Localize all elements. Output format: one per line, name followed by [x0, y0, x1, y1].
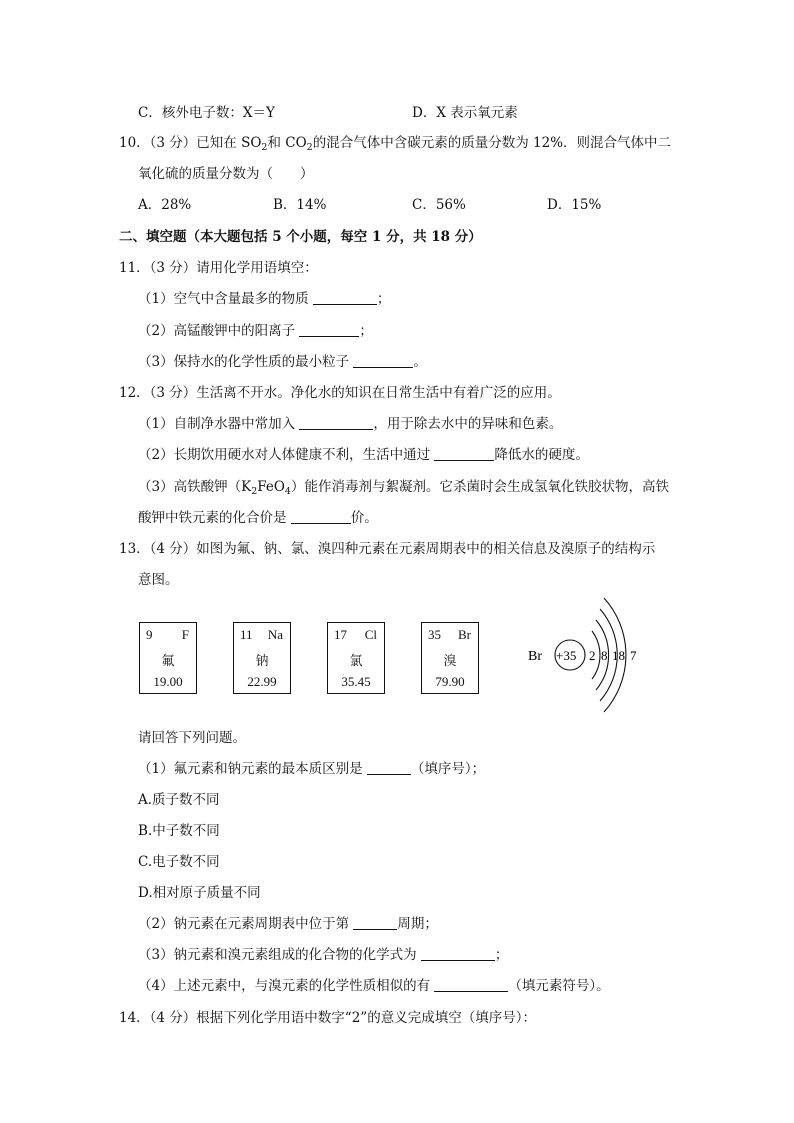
q11-item-2-text: （2）高锰酸钾中的阳离子 — [138, 323, 300, 339]
element-symbol: F — [181, 627, 189, 642]
q13-sub-1-a: （1）氟元素和钠元素的最本质区别是 — [138, 761, 367, 777]
atomic-mass: 19.00 — [153, 674, 183, 689]
q12-item-3 — [138, 478, 669, 501]
element-name: 氯 — [349, 653, 363, 668]
nucleus-charge: +35 — [556, 648, 577, 663]
element-symbol: Br — [458, 627, 471, 642]
atom-symbol: Br — [528, 649, 542, 664]
q14-stem: 14．（4 分）根据下列化学用语中数字“2”的意义完成填空（填序号）： — [119, 1010, 536, 1026]
q13-sub-4-a: （4）上述元素中，与溴元素的化学性质相似的有 — [138, 978, 435, 994]
q13-sub-4 — [138, 977, 610, 995]
q12-item-2-b: 降低水的硬度。 — [494, 447, 589, 463]
q9-option-c: C．核外电子数：X＝Y — [138, 105, 275, 121]
q10-stem-c: 的混合气体中含碳元素的质量分数为 12%．则混合气体中二 — [312, 135, 672, 151]
q13-choice-c: C.电子数不同 — [138, 854, 220, 870]
answer-blank[interactable] — [291, 509, 351, 524]
answer-blank[interactable] — [353, 915, 397, 930]
q11-stem: 11．（3 分）请用化学用语填空： — [119, 260, 318, 276]
element-card-sodium — [233, 622, 291, 694]
q13-prompt: 请回答下列问题。 — [138, 730, 246, 746]
q13-sub-1 — [138, 760, 485, 778]
q13-stem-line2: 意图。 — [138, 572, 179, 588]
answer-blank[interactable] — [313, 290, 377, 305]
q10-option-c: C．56% — [412, 197, 466, 213]
q13-sub-2 — [138, 915, 438, 933]
shell-electrons: 7 — [630, 648, 637, 663]
q13-choice-b: B.中子数不同 — [138, 823, 220, 839]
q12-item-3-c: ）能作消毒剂与絮凝剂。它杀菌时会生成氢氧化铁胶状物，高铁 — [290, 479, 669, 495]
element-name: 氟 — [161, 653, 175, 668]
atomic-number: 11 — [240, 627, 253, 642]
q13-sub-3-a: （3）钠元素和溴元素组成的化合物的化学式为 — [138, 947, 421, 963]
element-symbol: Na — [267, 627, 283, 642]
atomic-number: 9 — [146, 627, 153, 642]
element-name: 溴 — [443, 653, 457, 668]
q11-item-3-end: 。 — [413, 354, 427, 370]
atomic-number: 35 — [428, 627, 441, 642]
element-symbol: Cl — [364, 627, 377, 642]
q10-sub-a: 2 — [261, 142, 268, 153]
q13-choice-a: A.质子数不同 — [138, 792, 220, 808]
element-card-bromine — [421, 622, 479, 694]
q12-item-3-sub-b: 4 — [284, 486, 291, 497]
q12-stem: 12．（3 分）生活离不开水。净化水的知识在日常生活中有着广泛的应用。 — [119, 385, 561, 401]
q11-item-2 — [138, 322, 373, 340]
q12-item-3-sub-a: 2 — [251, 486, 258, 497]
q10-stem-a: 10．（3 分）已知在 SO — [119, 135, 262, 151]
q11-item-1-text: （1）空气中含量最多的物质 — [138, 291, 313, 307]
q10-stem-line2: 氧化硫的质量分数为（ ） — [138, 166, 314, 182]
q11-item-2-end: ； — [359, 323, 373, 339]
element-card-fluorine — [139, 622, 197, 694]
q10-option-b: B．14% — [273, 197, 327, 213]
q9-option-d: D．X 表示氧元素 — [412, 105, 518, 121]
answer-blank[interactable] — [434, 977, 508, 992]
q13-sub-3-b: ； — [494, 947, 509, 963]
q11-item-3-text: （3）保持水的化学性质的最小粒子 — [138, 354, 354, 370]
q11-item-3 — [138, 353, 427, 371]
q12-item-3-line2 — [138, 509, 378, 527]
answer-blank[interactable] — [299, 322, 359, 337]
q13-sub-4-b: （填元素符号）。 — [508, 978, 610, 994]
q12-item-1-a: （1）自制净水器中常加入 — [138, 416, 300, 432]
q11-item-1 — [138, 290, 390, 308]
q12-item-3-line2-a: 酸钾中铁元素的化合价是 — [138, 510, 291, 526]
shell-electrons: 18 — [612, 648, 625, 663]
atomic-mass: 35.45 — [341, 674, 371, 689]
q13-sub-1-b: （填序号）； — [410, 761, 486, 777]
q10-sub-b: 2 — [306, 142, 313, 153]
q11-item-1-end: ； — [376, 291, 391, 307]
q13-stem: 13．（4 分）如图为氟、钠、氯、溴四种元素在元素周期表中的相关信息及溴原子的结构示 — [119, 541, 656, 557]
q13-sub-2-b: 周期； — [397, 916, 438, 932]
bromine-atom-diagram — [520, 590, 670, 725]
q13-sub-2-a: （2）钠元素在元素周期表中位于第 — [138, 916, 354, 932]
q12-item-3-a: （3）高铁酸钾（K — [138, 479, 252, 495]
answer-blank[interactable] — [353, 353, 413, 368]
q12-item-2 — [138, 446, 589, 464]
element-card-chlorine — [327, 622, 385, 694]
q12-item-1-b: ，用于除去水中的异味和色素。 — [373, 416, 563, 432]
q13-sub-3 — [138, 946, 508, 964]
answer-blank[interactable] — [299, 415, 373, 430]
atomic-number: 17 — [334, 627, 347, 642]
q12-item-3-b: FeO — [257, 479, 285, 495]
q13-choice-d: D.相对原子质量不同 — [138, 885, 261, 901]
q10-stem-line1 — [119, 134, 671, 157]
q12-item-1 — [138, 415, 562, 433]
q12-item-2-a: （2）长期饮用硬水对人体健康不利，生活中通过 — [138, 447, 435, 463]
shell-electrons: 2 — [589, 648, 596, 663]
shell-electrons: 8 — [601, 648, 608, 663]
q12-item-3-line2-b: 价。 — [350, 510, 378, 526]
q10-option-a: A．28% — [138, 197, 192, 213]
section-heading: 二、填空题（本大题包括 5 个小题，每空 1 分，共 18 分） — [119, 229, 482, 245]
answer-blank[interactable] — [367, 760, 411, 775]
answer-blank[interactable] — [434, 446, 494, 461]
q10-stem-b: 和 CO — [267, 135, 307, 151]
element-name: 钠 — [255, 653, 269, 668]
answer-blank[interactable] — [421, 946, 495, 961]
q10-option-d: D．15% — [547, 197, 602, 213]
atomic-mass: 22.99 — [247, 674, 277, 689]
atomic-mass: 79.90 — [435, 674, 465, 689]
